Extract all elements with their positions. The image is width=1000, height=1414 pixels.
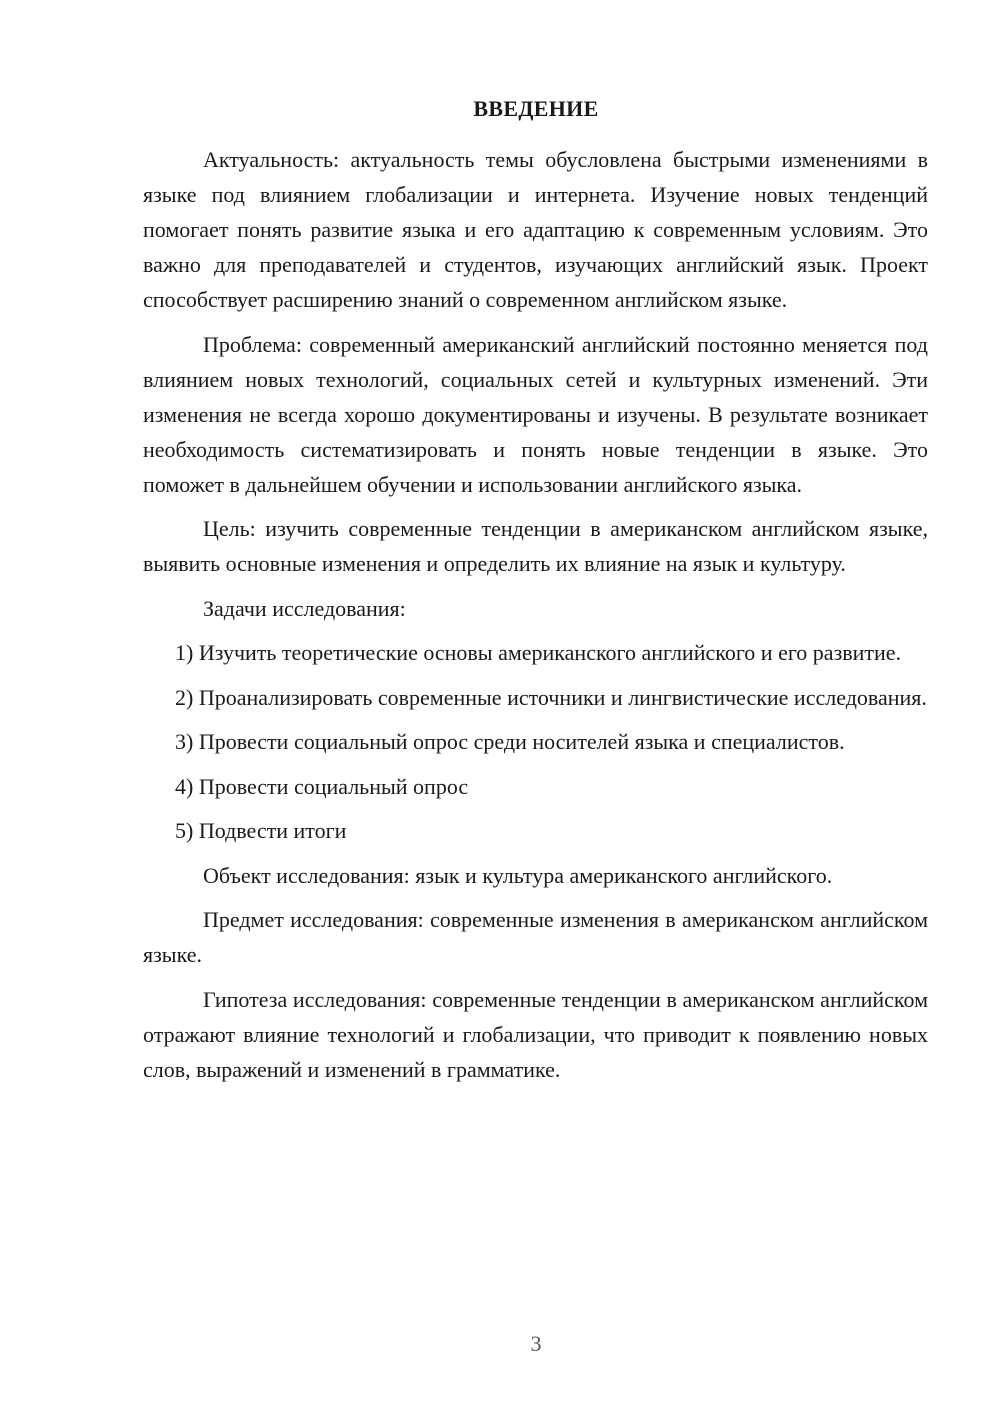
document-body bbox=[143, 142, 928, 1096]
task-item-5: 5) Подвести итоги bbox=[175, 818, 347, 843]
paragraph-subject: Предмет исследования: современные изменения в американском английском языке. bbox=[143, 907, 928, 967]
paragraph-hypothesis: Гипотеза исследования: современные тенденции в американском английском отражают влияние технологий и глобализации, что приводит к появлению новых слов, выражений и изменений в грамматике. bbox=[143, 986, 928, 1082]
task-item-1: 1) Изучить теоретические основы американского английского и его развитие. bbox=[175, 640, 902, 665]
task-item-2: 2) Проанализировать современные источники и лингвистические исследования. bbox=[175, 684, 927, 710]
task-item-3: 3) Провести социальный опрос среди носителей языка и специалистов. bbox=[175, 729, 845, 754]
paragraph-tasks-heading: Задачи исследования: bbox=[203, 595, 406, 621]
paragraph-object: Объект исследования: язык и культура американского английского. bbox=[203, 862, 833, 888]
paragraph-problem: Проблема: современный американский английский постоянно меняется под влиянием новых технологий, социальных сетей и культурных изменений. Эти изменения не всегда хорошо документированы и изучены. В результате возникает необходимость систематизировать и понять новые тенденции в языке. Это поможет в дальнейшем обучении и использовании английского языка. bbox=[143, 331, 928, 497]
paragraph-goal: Цель: изучить современные тенденции в американском английском языке, выявить основные изменения и определить их влияние на язык и культуру. bbox=[143, 516, 928, 576]
task-item-4: 4) Провести социальный опрос bbox=[175, 773, 469, 799]
paragraph-relevance: Актуальность: актуальность темы обусловлена быстрыми изменениями в языке под влиянием глобализации и интернета. Изучение новых тенденций помогает понять развитие языка и его адаптацию к современным условиям. Это важно для преподавателей и студентов, изучающих английский язык. Проект способствует расширению знаний о современном английском языке. bbox=[143, 147, 928, 312]
page-number: 3 bbox=[530, 1331, 542, 1356]
page-title: ВВЕДЕНИЕ bbox=[473, 96, 599, 121]
